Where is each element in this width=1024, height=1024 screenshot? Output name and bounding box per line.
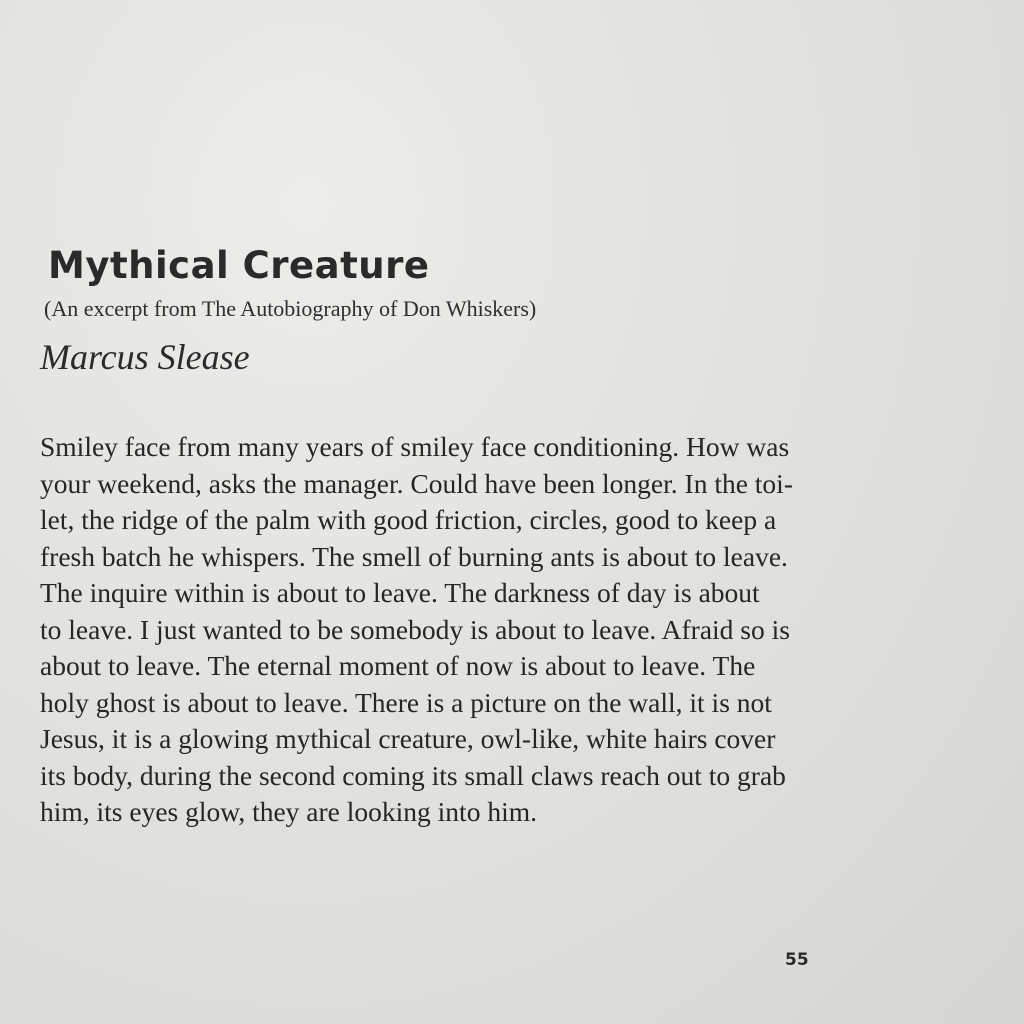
body-line: Smiley face from many years of smiley face conditioning. How was bbox=[40, 431, 790, 462]
body-line: holy ghost is about to leave. There is a picture on the wall, it is not bbox=[40, 686, 772, 718]
article-title: Mythical Creature bbox=[48, 244, 430, 287]
article-body bbox=[40, 429, 1020, 831]
body-line: The inquire within is about to leave. The darkness of day is about bbox=[40, 577, 760, 608]
body-line: fresh batch he whispers. The smell of burning ants is about to leave. bbox=[40, 540, 788, 572]
body-line: your weekend, asks the manager. Could have been longer. In the toi- bbox=[40, 467, 793, 499]
body-line: about to leave. The eternal moment of now is about to leave. The bbox=[40, 650, 756, 681]
body-line: Jesus, it is a glowing mythical creature, owl-like, white hairs cover bbox=[40, 723, 776, 754]
body-line: its body, during the second coming its small claws reach out to grab bbox=[40, 759, 786, 791]
body-line: let, the ridge of the palm with good friction, circles, good to keep a bbox=[40, 504, 777, 535]
body-line: to leave. I just wanted to be somebody is about to leave. Afraid so is bbox=[40, 613, 790, 645]
page-number: 55 bbox=[785, 950, 809, 970]
article-subtitle: (An excerpt from The Autobiography of Don Whiskers) bbox=[44, 296, 537, 321]
body-line: him, its eyes glow, they are looking into him. bbox=[40, 796, 537, 827]
article-author: Marcus Slease bbox=[40, 337, 250, 377]
